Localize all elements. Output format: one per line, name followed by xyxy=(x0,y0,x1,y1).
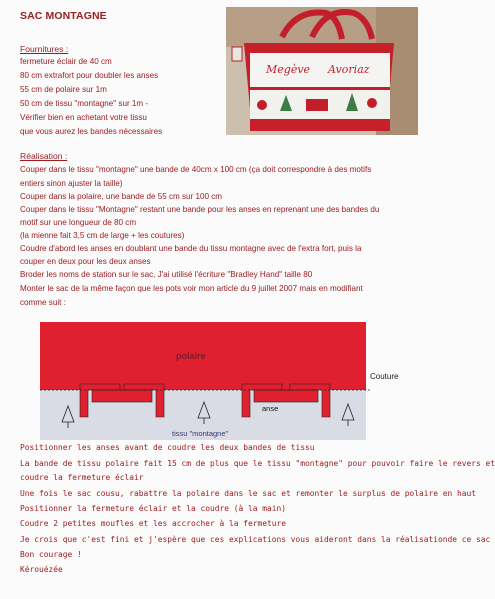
bag-photo xyxy=(226,7,418,135)
bag-diagram xyxy=(40,322,410,440)
fournitures-heading: Fournitures : xyxy=(20,44,69,54)
final-line: La bande de tissu polaire fait 15 cm de plus que le tissu "montagne" pour pouvoir faire le revers et xyxy=(20,459,495,468)
realisation-line: motif sur une longueur de 80 cm xyxy=(20,218,137,227)
signature: Kérouézée xyxy=(20,565,63,574)
fourniture-item: 80 cm extrafort pour doubler les anses xyxy=(20,71,159,80)
final-line: Une fois le sac cousu, rabattre la polaire dans le sac et remonter le surplus de polaire en haut xyxy=(20,489,477,498)
realisation-line: couper en deux pour les deux anses xyxy=(20,257,151,266)
realisation-line: comme suit : xyxy=(20,298,66,307)
photo-word-avoriaz: Avoriaz xyxy=(328,63,370,76)
realisation-line: Monter le sac de la même façon que les pots voir mon article du 9 juillet 2007 mais en modifiant xyxy=(20,284,363,293)
fourniture-item: fermeture éclair de 40 cm xyxy=(20,57,112,66)
photo-word-megeve: Megève xyxy=(266,63,311,76)
tissu-montagne-label: tissu "montagne" xyxy=(172,429,229,438)
fourniture-item: que vous aurez les bandes nécessaires xyxy=(20,127,163,136)
realisation-line: Couper dans le tissu "Montagne" restant une bande pour les anses en reprenant une des bandes du xyxy=(20,205,380,214)
realisation-line: entiers sinon ajuster la taille) xyxy=(20,179,123,188)
polaire-label: polaire xyxy=(176,351,206,361)
fourniture-item: 50 cm de tissu "montagne" sur 1m - xyxy=(20,99,149,108)
final-line: Positionner la fermeture éclair et la coudre (à la main) xyxy=(20,504,287,513)
realisation-heading: Réalisation : xyxy=(20,151,68,161)
couture-label: Couture xyxy=(370,372,399,381)
final-line: Je crois que c'est fini et j'espère que ces explications vous aideront dans la réalisationde ce sac xyxy=(20,535,491,544)
anse-label: anse xyxy=(262,404,279,413)
final-line: coudre la fermeture éclair xyxy=(20,473,144,482)
realisation-line: Couper dans le tissu "montagne" une bande de 40cm x 100 cm (ça doit correspondre à des motifs xyxy=(20,165,372,174)
final-line: Bon courage ! xyxy=(20,550,82,559)
page-title: SAC MONTAGNE xyxy=(20,10,107,22)
handle-left-top xyxy=(92,390,152,402)
handle-right-top xyxy=(254,390,318,402)
realisation-line: (la mienne fait 3,5 cm de large + les coutures) xyxy=(20,231,185,240)
final-line: Positionner les anses avant de coudre les deux bandes de tissu xyxy=(20,443,315,452)
fourniture-item: Vérifier bien en achetant votre tissu xyxy=(20,113,147,122)
realisation-line: Couper dans la polaire, une bande de 55 cm sur 100 cm xyxy=(20,192,223,201)
final-line: Coudre 2 petites moufles et les accrocher à la fermeture xyxy=(20,519,287,528)
realisation-line: Broder les noms de station sur le sac, J'ai utilisé l'écriture "Bradley Hand" taille 80 xyxy=(20,270,313,279)
realisation-line: Coudre d'abord les anses en doublant une bande du tissu montagne avec de l'extra fort, puis la xyxy=(20,244,362,253)
fourniture-item: 55 cm de polaire sur 1m xyxy=(20,85,107,94)
bag-illustration xyxy=(226,7,418,135)
